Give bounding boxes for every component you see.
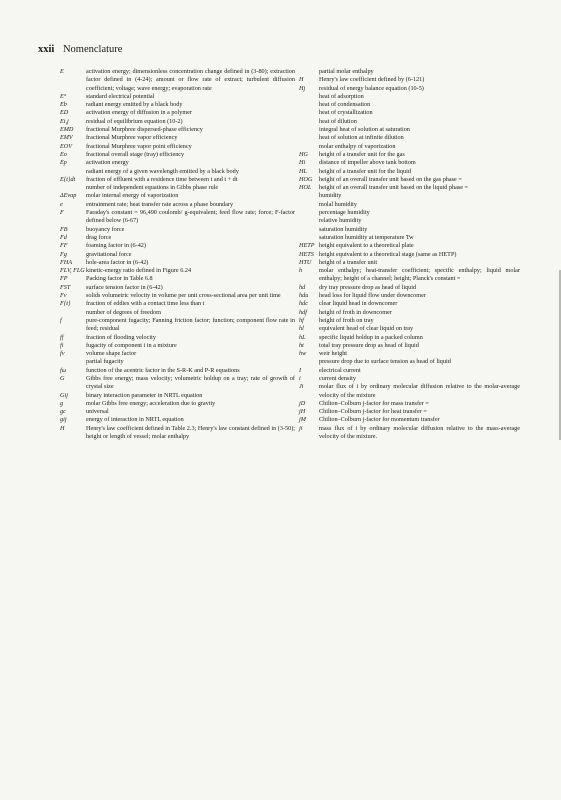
entry-symbol: Ei,j [60,117,69,125]
nomenclature-entry [299,101,520,109]
entry-symbol: i [299,374,301,382]
entry-definition: pressure drop due to surface tension as head of liquid [319,358,451,366]
entry-definition: integral heat of solution at saturation [319,126,410,134]
nomenclature-entry [58,350,295,358]
entry-symbol: Hj [299,84,306,92]
entry-definition: Packing factor in Table 6.8 [86,275,153,283]
entry-definition: total tray pressure drop as head of liquid [319,341,419,349]
entry-symbol: gij [60,416,67,424]
nomenclature-entry [58,309,295,317]
entry-symbol: Fv [60,292,67,300]
entry-symbol: HG [299,150,308,158]
entry-symbol: G [60,374,65,382]
nomenclature-entry [299,259,520,267]
entry-definition: electrical current [319,366,361,374]
entry-symbol: H [60,424,65,432]
entry-symbol: Hi [299,159,306,167]
entry-symbol: fv [60,350,65,358]
entry-definition: fractional Murphree vapor point efficiency [86,142,192,150]
nomenclature-entry [58,93,295,101]
nomenclature-entry [299,334,520,342]
entry-definition: height of a transfer unit [319,258,378,266]
nomenclature-entry [299,342,520,350]
entry-definition: entrainment rate; heat transfer rate across a phase boundary [86,200,234,208]
entry-symbol: hl [299,325,304,333]
page-header [38,44,122,55]
entry-symbol: E [60,68,64,75]
entry-definition: residual of equilibrium equation (10-2) [86,117,183,125]
entry-symbol: ht [299,341,304,349]
entry-symbol: hw [299,350,307,358]
entry-definition: pure-component fugacity; Fanning friction factor; function; component flow rate in feed; residual [86,316,295,333]
entry-definition: fraction of eddies with a contact time less than t [86,300,205,308]
entry-symbol: ED [60,109,69,117]
entry-definition: Henry's law coefficient defined by (6-121) [319,76,425,84]
entry-definition: fractional Murphree dispersed-phase efficiency [86,126,203,134]
entry-symbol [299,192,319,200]
entry-symbol: F [60,209,64,217]
entry-definition: foaming factor in (6-42) [86,242,146,250]
entry-definition: standard electrical potential [86,92,155,100]
nomenclature-entry [58,168,295,176]
entry-symbol: Gij [60,391,68,399]
entry-definition: residual of energy balance equation (10-5) [319,84,424,92]
entry-symbol: hd [299,283,306,291]
nomenclature-entry [58,317,295,334]
entry-symbol: gc [60,408,66,416]
nomenclature-entry [58,109,295,117]
entry-symbol: ji [299,424,303,432]
nomenclature-entry [58,300,295,308]
nomenclature-entry [299,176,520,184]
entry-symbol: jH [299,408,306,416]
entry-definition: number of degrees of freedom [86,308,161,316]
nomenclature-entry [299,76,520,84]
entry-definition: kinetic-energy ratio defined in Figure 6.24 [86,267,192,275]
entry-definition: fraction of effluent with a residence time between t and t + dt [86,175,238,183]
entry-symbol: Fd [60,233,67,241]
nomenclature-entry [299,317,520,325]
entry-symbol: fω [60,366,67,374]
entry-symbol: Ep [60,159,67,167]
entry-symbol [60,168,86,176]
nomenclature-entry [299,93,520,101]
entry-symbol [299,226,319,234]
entry-definition: height of a transfer unit for the gas [319,150,405,158]
entry-definition: specific liquid holdup in a packed column [319,333,423,341]
entry-definition: volume shape factor [86,350,137,358]
entry-definition: activation energy; dimensionless concentration change defined in (3-80); extraction factor defined in (4-24); amount or flow rate of extract; turbulent diffusion coefficient; voltage; wave energy; evaporation rate [86,68,295,92]
entry-definition: molal humidity [319,200,357,208]
entry-symbol: Eb [60,101,67,109]
entry-symbol [299,68,319,76]
entry-symbol [299,234,319,242]
entry-symbol: ff [60,333,64,341]
nomenclature-entry [299,85,520,93]
nomenclature-entry [58,126,295,134]
entry-definition: height equivalent to a theoretical stage (same as HETP) [319,250,457,258]
entry-definition: height of froth on tray [319,316,374,324]
nomenclature-entry [299,325,520,333]
nomenclature-entry [58,292,295,300]
entry-definition: humidity [319,192,342,200]
nomenclature-entry [58,151,295,159]
entry-definition: height of an overall transfer unit based on the gas phase = [319,175,462,183]
entry-definition: fractional Murphree vapor efficiency [86,134,178,142]
entry-symbol: E° [60,92,67,100]
entry-definition: energy of interaction in NRTL equation [86,416,184,424]
entry-definition: surface tension factor in (6-42) [86,283,163,291]
nomenclature-left-column [58,68,295,441]
entry-definition: saturation humidity at temperature Tw [319,233,414,241]
entry-definition: activation energy [86,159,129,167]
entry-symbol: f [60,316,62,324]
nomenclature-entry [58,267,295,275]
nomenclature-entry [58,367,295,375]
nomenclature-entry [299,242,520,250]
nomenclature-entry [299,251,520,259]
nomenclature-entry [299,408,520,416]
entry-symbol [299,134,319,142]
entry-symbol: HTU [299,258,312,266]
nomenclature-entry [299,201,520,209]
entry-symbol [299,358,319,366]
entry-symbol: jD [299,399,306,407]
nomenclature-entry [58,234,295,242]
entry-definition: heat of condensation [319,101,371,109]
entry-symbol: EOV [60,142,73,150]
nomenclature-entry [58,134,295,142]
entry-definition: height of an overall transfer unit based on the liquid phase = [319,184,469,192]
nomenclature-entry [299,226,520,234]
entry-definition: height of froth in downcomer [319,308,392,316]
entry-definition: partial molar enthalpy [319,68,374,75]
nomenclature-entry [58,118,295,126]
nomenclature-right-column [299,68,520,441]
nomenclature-entry [299,400,520,408]
entry-symbol: e [60,200,63,208]
entry-definition: Faraday's constant = 96,490 coulomb/ g-equivalent; feed flow rate; force; F-factor defined below (6-67) [86,209,295,225]
nomenclature-entry [299,367,520,375]
entry-definition: height equivalent to a theoretical plate [319,242,414,250]
entry-definition: fugacity of component i in a mixture [86,341,177,349]
entry-symbol: HOG [299,175,313,183]
nomenclature-entry [58,184,295,192]
entry-definition: distance of impeller above tank bottom [319,159,416,167]
nomenclature-entry [299,300,520,308]
entry-definition: Chilton–Colburn j-factor for mass transfer = [319,399,429,407]
entry-symbol: HOL [299,184,312,192]
entry-definition: radiant energy of a given wavelength emitted by a black body [86,167,239,175]
nomenclature-entry [299,159,520,167]
entry-definition: binary interaction parameter in NRTL equation [86,391,203,399]
nomenclature-entry [299,192,520,200]
entry-definition: drag force [86,233,112,241]
entry-symbol: F{t} [60,300,71,308]
entry-definition: weir height [319,350,348,358]
nomenclature-entry [58,143,295,151]
nomenclature-entry [299,234,520,242]
entry-symbol [299,126,319,134]
nomenclature-entry [299,168,520,176]
entry-definition: molar Gibbs free energy; acceleration due to gravity [86,399,216,407]
nomenclature-entry [299,151,520,159]
entry-definition: molar enthalpy; heat-transfer coefficient; specific enthalpy; liquid molar enthalpy; height of a channel; height; Planck's constant = [319,267,520,283]
nomenclature-entry [58,101,295,109]
entry-definition: heat of solution at infinite dilution [319,134,404,142]
nomenclature-entry [299,217,520,225]
entry-symbol: h [299,267,303,275]
nomenclature-entry [58,226,295,234]
entry-definition: heat of crystallization [319,109,373,117]
entry-symbol [60,309,86,317]
nomenclature-entry [58,358,295,366]
nomenclature-entry [58,425,295,442]
nomenclature-entry [299,375,520,383]
entry-symbol: jM [299,416,306,424]
nomenclature-entry [58,400,295,408]
entry-symbol: FHA [60,258,73,266]
nomenclature-entry [58,284,295,292]
nomenclature-entry [58,275,295,283]
entry-symbol: EMV [60,134,73,142]
entry-symbol: FP [60,275,68,283]
entry-definition: Chilton–Colburn j-factor for momentum transfer [319,416,440,424]
nomenclature-entry [58,259,295,267]
entry-definition: Gibbs free energy; mass velocity; volumetric holdup on a tray; rate of growth of crystal size [86,374,295,391]
entry-symbol [299,93,319,101]
entry-definition: dry tray pressure drop as head of liquid [319,283,417,291]
entry-symbol [299,209,319,217]
entry-symbol: FB [60,225,68,233]
nomenclature-entry [58,416,295,424]
nomenclature-entry [58,242,295,250]
nomenclature-entry [299,416,520,424]
entry-definition: height of a transfer unit for the liquid [319,167,411,175]
entry-definition: hole-area factor in (6-42) [86,258,149,266]
entry-definition: buoyancy force [86,225,125,233]
nomenclature-entry [299,68,520,76]
nomenclature-entry [299,109,520,117]
entry-symbol [299,143,319,151]
entry-symbol [60,184,86,192]
entry-definition: fraction of flooding velocity [86,333,156,341]
entry-symbol: hdu [299,292,309,300]
entry-definition: fractional overall stage (tray) efficiency [86,150,185,158]
nomenclature-entry [58,176,295,184]
entry-symbol [299,217,319,225]
entry-definition: solids volumetric velocity in volume per unit cross-sectional area per unit time [86,292,281,300]
entry-symbol [299,201,319,209]
nomenclature-entry [299,358,520,366]
nomenclature-entry [58,209,295,226]
nomenclature-entry [299,350,520,358]
entry-symbol: FST [60,283,71,291]
entry-symbol: Eo [60,150,67,158]
entry-symbol: hdc [299,300,308,308]
entry-definition: function of the acentric factor in the S-R-K and P-R equations [86,366,240,374]
nomenclature-entry [299,134,520,142]
nomenclature-entry [299,118,520,126]
nomenclature-entry [58,342,295,350]
entry-symbol: Fg [60,250,67,258]
entry-definition: molar flux of i by ordinary molecular diffusion relative to the molar-average velocity of the mixture [319,383,520,399]
page-title: Nomenclature [62,44,123,55]
nomenclature-entry [58,375,295,392]
nomenclature-entry [58,192,295,200]
entry-definition: current density [319,374,356,382]
entry-symbol: ΔEvap [60,192,77,200]
entry-symbol: HL [299,167,307,175]
nomenclature-entry [299,383,520,400]
entry-definition: percentage humidity [319,209,370,217]
entry-definition: relative humidity [319,217,362,225]
entry-definition: molar internal energy of vaporization [86,192,179,200]
entry-definition: heat of dilution [319,117,357,125]
entry-definition: activation energy of diffusion in a polymer [86,109,192,117]
entry-definition: molar enthalpy of vaporization [319,142,396,150]
nomenclature-entry [58,408,295,416]
entry-symbol: EMD [60,126,74,134]
nomenclature-entry [299,267,520,284]
nomenclature-entry [58,201,295,209]
entry-symbol: Ji [299,383,304,391]
nomenclature-entry [299,184,520,192]
entry-symbol: fi [60,341,64,349]
entry-symbol: H [299,76,304,84]
entry-definition: Henry's law coefficient defined in Table 2.3; Henry's law constant defined in (3-50); height or length of vessel; molar enthalpy [86,424,295,441]
nomenclature-entry [299,209,520,217]
entry-symbol: HETS [299,250,314,258]
entry-symbol: FF [60,242,68,250]
nomenclature-entry [299,309,520,317]
entry-symbol: HETP [299,242,315,250]
entry-definition: clear liquid head in downcomer [319,300,398,308]
entry-definition: partial fugacity [86,358,124,366]
entry-symbol [299,101,319,109]
nomenclature-entry [58,68,295,93]
entry-definition: Chilton–Colburn j-factor for heat transfer = [319,408,427,416]
entry-definition: equivalent head of clear liquid on tray [319,325,414,333]
entry-symbol: hf [299,316,304,324]
entry-definition: head loss for liquid flow under downcomer [319,292,426,300]
page-number: xxii [38,44,55,55]
nomenclature-entry [299,292,520,300]
entry-definition: radiant energy emitted by a black body [86,101,183,109]
entry-symbol [60,358,86,366]
entry-definition: gravitational force [86,250,132,258]
nomenclature-entry [58,159,295,167]
entry-symbol: hdf [299,308,307,316]
entry-definition: universal [86,408,109,416]
entry-definition: mass flux of i by ordinary molecular diffusion relative to the mass-average velocity of the mixture. [319,424,520,441]
nomenclature-entry [299,126,520,134]
nomenclature-entry [299,143,520,151]
entry-definition: saturation humidity [319,225,368,233]
entry-definition: heat of adsorption [319,92,364,100]
entry-symbol: hL [299,333,306,341]
entry-symbol: g [60,399,64,407]
entry-symbol: FLV, FLG [60,267,85,275]
entry-symbol [299,109,319,117]
entry-symbol: I [299,366,302,374]
entry-symbol: E{t}dt [60,175,76,183]
nomenclature-entry [299,284,520,292]
nomenclature-entry [58,392,295,400]
entry-definition: number of independent equations in Gibbs phase rule [86,184,219,192]
entry-symbol [299,118,319,126]
nomenclature-entry [58,334,295,342]
nomenclature-entry [299,425,520,442]
nomenclature-entry [58,251,295,259]
